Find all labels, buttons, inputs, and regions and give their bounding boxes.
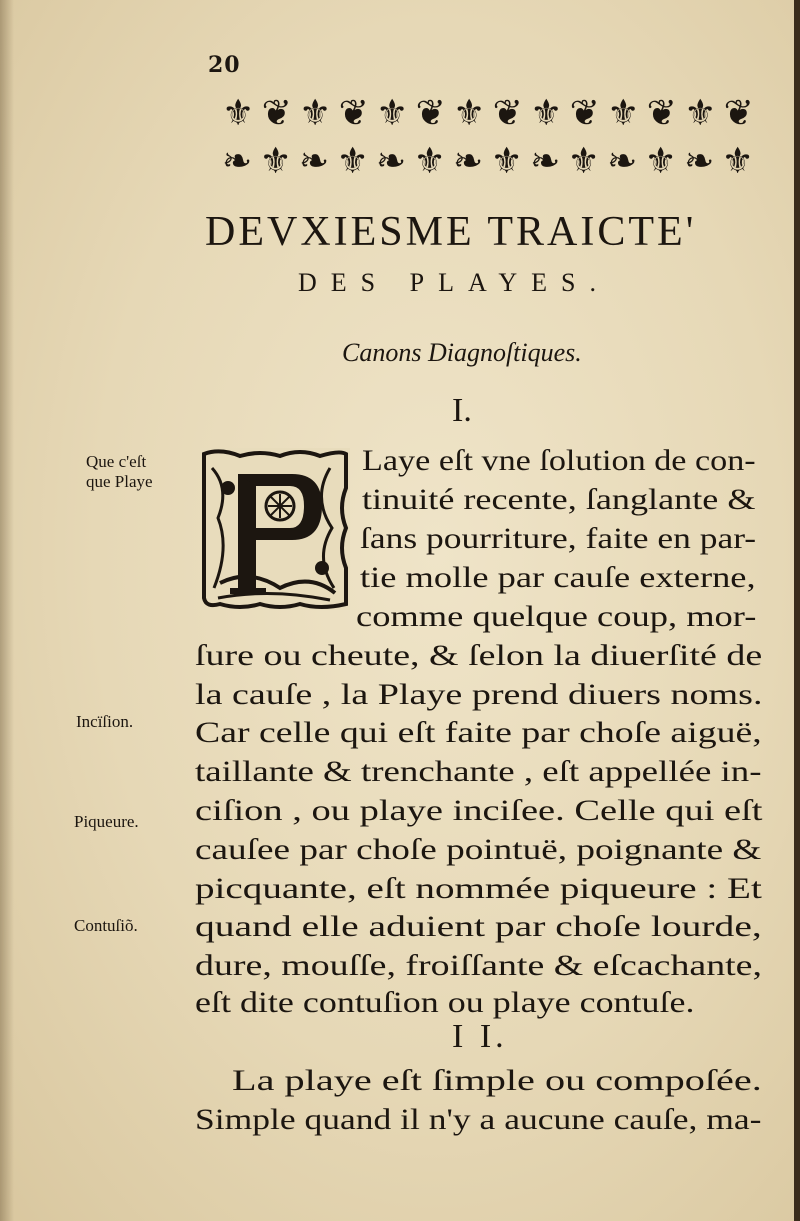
fleuron-icon: ❦ xyxy=(646,93,675,134)
printers-ornament-band xyxy=(222,90,752,190)
fleuron-icon: ❦ xyxy=(338,93,367,134)
page-gutter-shadow xyxy=(0,0,14,1221)
fleuron-icon: ❧ xyxy=(453,141,482,182)
text-line: comme quelque coup, mor- xyxy=(356,600,757,633)
text-line: picquante, eſt nommée piqueure : Et xyxy=(195,872,762,905)
page-number: 20 xyxy=(208,52,241,78)
section-numeral-two: I I. xyxy=(452,1018,508,1055)
fleuron-icon: ❦ xyxy=(492,93,521,134)
text-line: Simple quand il n'y a aucune cauſe, ma- xyxy=(195,1103,762,1136)
text-line: tie molle par cauſe externe, xyxy=(360,561,756,594)
text-line: ciſion , ou playe inciſee. Celle qui eſt xyxy=(195,794,763,827)
text-line: La playe eſt ſimple ou compoſée. xyxy=(232,1064,762,1097)
fleuron-icon: ⚜ xyxy=(644,141,675,182)
margin-note-piqueure: Piqueure. xyxy=(74,812,139,831)
text-line: ſans pourriture, faite en par- xyxy=(360,522,757,555)
fleuron-icon: ❦ xyxy=(261,93,290,134)
fleuron-icon: ⚜ xyxy=(607,93,638,134)
fleuron-icon: ❧ xyxy=(299,141,328,182)
fleuron-icon: ❧ xyxy=(530,141,559,182)
decorated-initial-p xyxy=(200,448,350,610)
fleuron-icon: ⚜ xyxy=(567,141,598,182)
margin-note-que-cest xyxy=(86,452,153,492)
fleuron-icon: ⚜ xyxy=(453,93,484,134)
text-line: la cauſe , la Playe prend diuers noms. xyxy=(195,678,763,711)
text-line: ſure ou cheute, & ſelon la diuerſité de xyxy=(195,639,763,672)
fleuron-icon: ⚜ xyxy=(336,141,367,182)
text-line: tinuité recente, ſanglante & xyxy=(362,483,756,516)
fleuron-icon: ❧ xyxy=(607,141,636,182)
ornament-row-bottom xyxy=(222,138,752,186)
fleuron-icon: ⚜ xyxy=(299,93,330,134)
text-line: eſt dite contuſion ou playe contuſe. xyxy=(195,986,695,1019)
section-heading: Canons Diagnoſtiques. xyxy=(342,338,582,367)
text-line: cauſee par choſe pointuë, poignante & xyxy=(195,833,762,866)
text-line: dure, mouſſe, froiſſante & eſcachante, xyxy=(195,949,762,982)
margin-note-contusion: Contuſiõ. xyxy=(74,916,138,935)
section-numeral-one: I. xyxy=(452,392,472,429)
treatise-title: DEVXIESME TRAICTE' xyxy=(205,209,697,255)
margin-note-line: que Playe xyxy=(86,472,153,491)
fleuron-icon: ❦ xyxy=(415,93,444,134)
fleuron-icon: ❧ xyxy=(684,141,713,182)
fleuron-icon: ⚜ xyxy=(684,93,715,134)
fleuron-icon: ⚜ xyxy=(530,93,561,134)
fleuron-icon: ❧ xyxy=(376,141,405,182)
text-line: Laye eſt vne ſolution de con- xyxy=(362,444,756,477)
fleuron-icon: ❧ xyxy=(222,141,251,182)
fleuron-icon: ⚜ xyxy=(490,141,521,182)
fleuron-icon: ❦ xyxy=(723,93,752,134)
fleuron-icon: ⚜ xyxy=(222,93,253,134)
text-line: taillante & trenchante , eſt appellée in- xyxy=(195,755,762,788)
treatise-subtitle: DES PLAYES. xyxy=(298,268,610,297)
text-line: quand elle aduient par choſe lourde, xyxy=(195,910,762,943)
margin-note-incision: Incïſion. xyxy=(76,712,134,731)
fleuron-icon: ⚜ xyxy=(413,141,444,182)
margin-note-line: Que c'eſt xyxy=(86,452,147,471)
ornament-row-top xyxy=(222,90,752,138)
fleuron-icon: ⚜ xyxy=(259,141,290,182)
fleuron-icon: ⚜ xyxy=(721,141,752,182)
fleuron-icon: ⚜ xyxy=(376,93,407,134)
fleuron-icon: ❦ xyxy=(569,93,598,134)
text-line: Car celle qui eſt faite par choſe aiguë, xyxy=(195,716,762,749)
